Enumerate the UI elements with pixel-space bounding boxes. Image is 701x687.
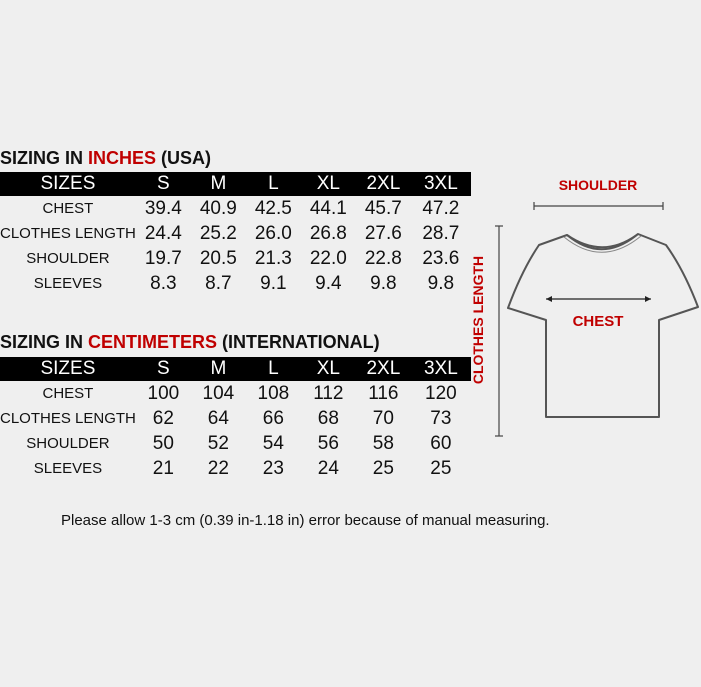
- inches-header-row: [0, 172, 471, 196]
- table-cell: 19.7: [144, 247, 182, 269]
- table-cell: 25.2: [199, 222, 237, 244]
- table-cell: 24.4: [144, 222, 182, 244]
- table-cell: 62: [152, 407, 174, 429]
- header-size-m: M: [191, 172, 246, 196]
- clothes-length-label: CLOTHES LENGTH: [470, 255, 486, 385]
- header-sizes: SIZES: [0, 357, 136, 381]
- table-row: [0, 196, 471, 221]
- header-size-xl: XL: [301, 357, 356, 381]
- table-row: [0, 221, 471, 246]
- table-cell: 108: [257, 382, 290, 404]
- header-size-l: L: [246, 357, 301, 381]
- table-cell: 54: [262, 432, 284, 454]
- table-cell: 23.6: [422, 247, 460, 269]
- row-label: SHOULDER: [26, 435, 110, 452]
- table-cell: 9.1: [260, 272, 287, 294]
- table-cell: 8.7: [205, 272, 232, 294]
- table-cell: 50: [152, 432, 174, 454]
- table-cell: 100: [147, 382, 180, 404]
- table-cell: 9.4: [315, 272, 342, 294]
- row-label: SLEEVES: [33, 460, 103, 477]
- table-cell: 25: [372, 457, 394, 479]
- table-row: [0, 456, 471, 481]
- table-cell: 60: [430, 432, 452, 454]
- row-label: SLEEVES: [33, 275, 103, 292]
- measurement-note: Please allow 1-3 cm (0.39 in-1.18 in) error because of manual measuring.: [61, 512, 550, 529]
- chest-label: CHEST: [572, 313, 624, 330]
- table-cell: 22.8: [364, 247, 402, 269]
- chest-arrow: [546, 296, 651, 302]
- table-cell: 20.5: [199, 247, 237, 269]
- cm-title: [0, 332, 380, 353]
- header-size-2xl: 2XL: [356, 357, 411, 381]
- table-cell: 26.8: [309, 222, 347, 244]
- table-cell: 24: [317, 457, 339, 479]
- row-label: CHEST: [42, 385, 94, 402]
- cm-header-row: [0, 357, 471, 381]
- table-cell: 21: [152, 457, 174, 479]
- table-cell: 9.8: [427, 272, 455, 294]
- inches-title-accent: INCHES: [88, 148, 157, 168]
- table-cell: 9.8: [370, 272, 397, 294]
- table-cell: 23: [262, 457, 284, 479]
- table-cell: 104: [202, 382, 235, 404]
- cm-title-accent: CENTIMETERS: [88, 332, 218, 352]
- row-label: CLOTHES LENGTH: [0, 410, 136, 427]
- table-cell: 47.2: [422, 197, 460, 219]
- row-label: SHOULDER: [26, 250, 110, 267]
- header-size-s: S: [136, 357, 191, 381]
- header-sizes: SIZES: [0, 172, 136, 196]
- table-cell: 22: [207, 457, 229, 479]
- table-cell: 26.0: [254, 222, 292, 244]
- header-size-s: S: [136, 172, 191, 196]
- table-cell: 73: [430, 407, 452, 429]
- table-row: [0, 381, 471, 406]
- table-cell: 56: [317, 432, 339, 454]
- cm-title-prefix: SIZING IN: [0, 332, 89, 352]
- header-size-xl: XL: [301, 172, 356, 196]
- shoulder-label: SHOULDER: [558, 177, 638, 193]
- table-cell: 28.7: [422, 222, 460, 244]
- measurement-diagram: [470, 160, 701, 450]
- table-cell: 64: [207, 407, 229, 429]
- cm-table: [0, 357, 471, 481]
- row-label: CHEST: [42, 200, 94, 217]
- row-label: CLOTHES LENGTH: [0, 225, 136, 242]
- table-row: [0, 271, 471, 296]
- inches-title-suffix: (USA): [156, 148, 212, 168]
- length-measure-line: [495, 226, 503, 436]
- table-cell: 22.0: [309, 247, 347, 269]
- header-size-3xl: 3XL: [411, 172, 471, 196]
- header-size-m: M: [191, 357, 246, 381]
- table-cell: 68: [317, 407, 339, 429]
- header-size-2xl: 2XL: [356, 172, 411, 196]
- table-cell: 45.7: [364, 197, 402, 219]
- table-cell: 44.1: [309, 197, 347, 219]
- table-cell: 112: [313, 382, 344, 404]
- table-cell: 40.9: [199, 197, 237, 219]
- table-cell: 21.3: [254, 247, 292, 269]
- inches-table: [0, 172, 471, 296]
- table-cell: 25: [430, 457, 452, 479]
- header-size-l: L: [246, 172, 301, 196]
- table-cell: 70: [372, 407, 394, 429]
- table-cell: 120: [425, 382, 457, 404]
- table-cell: 116: [368, 382, 399, 404]
- shoulder-measure-line: [534, 202, 663, 210]
- inches-title-prefix: SIZING IN: [0, 148, 89, 168]
- table-row: [0, 246, 471, 271]
- table-cell: 39.4: [144, 197, 182, 219]
- table-cell: 66: [262, 407, 284, 429]
- header-size-3xl: 3XL: [411, 357, 471, 381]
- table-cell: 42.5: [254, 197, 292, 219]
- cm-title-suffix: (INTERNATIONAL): [217, 332, 380, 352]
- table-cell: 27.6: [364, 222, 402, 244]
- table-row: [0, 406, 471, 431]
- table-cell: 52: [207, 432, 229, 454]
- table-row: [0, 431, 471, 456]
- table-cell: 58: [372, 432, 394, 454]
- table-cell: 8.3: [150, 272, 177, 294]
- inches-title: [0, 148, 211, 169]
